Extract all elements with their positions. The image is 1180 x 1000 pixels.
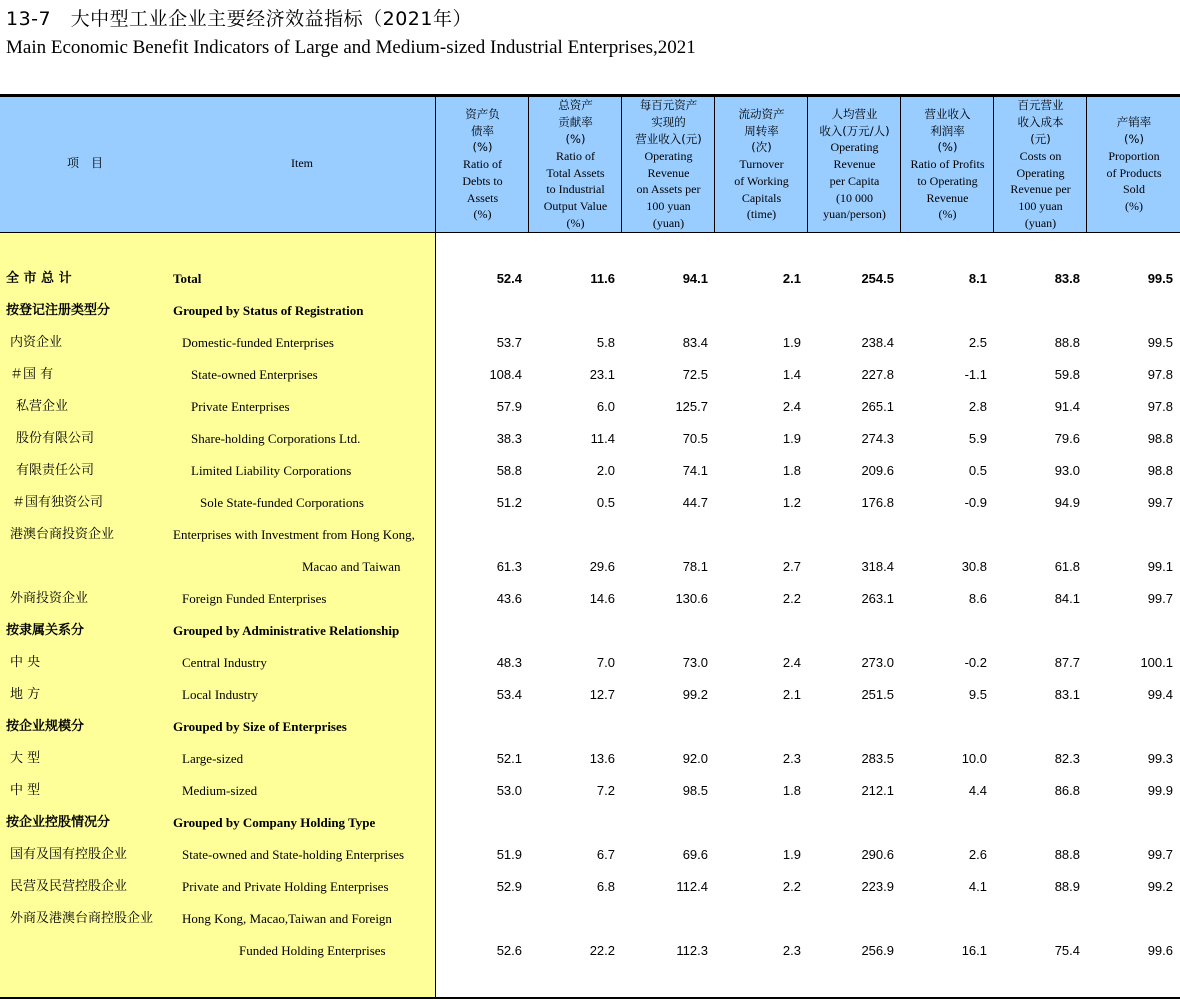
row-label-cn: 按登记注册类型分 — [6, 303, 111, 318]
table-cell-value: 2.6 — [968, 847, 987, 862]
table-cell-value: 6.8 — [596, 879, 615, 894]
header-cn-line: 收入(万元/人) — [819, 123, 890, 138]
table-cell-value: 99.6 — [1147, 943, 1173, 958]
header-cn-line: 债率 — [471, 123, 494, 138]
header-en-line: to Industrial — [546, 182, 605, 197]
table-cell-value: 5.8 — [596, 335, 615, 350]
row-label-cn: ＃国 有 — [10, 367, 54, 382]
table-cell-value: 130.6 — [675, 591, 708, 606]
row-label-en: Macao and Taiwan — [302, 559, 401, 574]
row-label-en: State-owned and State-holding Enterprises — [182, 847, 405, 862]
table-cell-value: 254.5 — [861, 271, 894, 286]
row-label-cn: 地 方 — [10, 687, 41, 702]
table-cell-value: 94.1 — [682, 271, 708, 286]
header-column-8 — [1086, 97, 1180, 232]
row-label-en: Large-sized — [182, 751, 244, 766]
table-cell-value: 52.1 — [496, 751, 522, 766]
header-cn-line: 周转率 — [744, 123, 779, 138]
table-cell-value: 2.1 — [782, 271, 801, 286]
table-cell-value: 61.8 — [1054, 559, 1080, 574]
table-cell-value: 58.8 — [496, 463, 522, 478]
table-cell-value: 97.8 — [1147, 367, 1173, 382]
header-en-line: per Capita — [829, 173, 880, 188]
table-cell-value: 83.8 — [1054, 271, 1080, 286]
table-cell-value: 0.5 — [596, 495, 615, 510]
table-cell-value: 7.2 — [596, 783, 615, 798]
table-cell-value: 88.9 — [1054, 879, 1080, 894]
row-label-cn: 按企业控股情况分 — [6, 815, 111, 830]
row-label-cn: 按隶属关系分 — [6, 623, 85, 638]
table-cell-value: 79.6 — [1054, 431, 1080, 446]
row-label-en: Foreign Funded Enterprises — [182, 591, 327, 606]
row-label-cn: 股份有限公司 — [16, 431, 95, 446]
table-row — [0, 615, 1180, 647]
header-en-line: yuan/person) — [823, 207, 886, 222]
header-cn-line: 资产负 — [465, 106, 500, 121]
row-label-en: Funded Holding Enterprises — [239, 943, 386, 958]
table-cell-value: 2.2 — [782, 879, 801, 894]
table-cell-value: -1.1 — [964, 367, 987, 382]
table-cell-value: 251.5 — [861, 687, 894, 702]
row-label-cn: 有限责任公司 — [16, 463, 95, 478]
table-cell-value: 88.8 — [1054, 335, 1080, 350]
header-en-line: Capitals — [741, 190, 782, 205]
table-cell-value: 29.6 — [589, 559, 615, 574]
table-row — [0, 295, 1180, 327]
table-cell-value: 1.2 — [782, 495, 801, 510]
header-en-line: Operating — [1016, 165, 1065, 180]
table-cell-value: 99.7 — [1147, 847, 1173, 862]
row-label-en: Total — [173, 271, 202, 286]
row-label-en: Grouped by Size of Enterprises — [173, 719, 347, 734]
table-cell-value: 2.0 — [596, 463, 615, 478]
header-item-en: Item — [291, 156, 313, 170]
header-cn-line: 每百元资产 — [639, 98, 698, 113]
table-cell-value: 16.1 — [961, 943, 987, 958]
table-cell-value: 69.6 — [682, 847, 708, 862]
table-row — [0, 679, 1180, 711]
table-cell-value: 82.3 — [1054, 751, 1080, 766]
table-row — [0, 711, 1180, 743]
table-cell-value: 6.7 — [596, 847, 615, 862]
header-en-line: (yuan) — [1024, 215, 1057, 230]
table-cell-value: 52.9 — [496, 879, 522, 894]
table-cell-value: 1.8 — [782, 463, 801, 478]
table-cell-value: 23.1 — [589, 367, 615, 382]
header-en-line: on Assets per — [636, 182, 701, 197]
table-cell-value: 2.8 — [968, 399, 987, 414]
table-cell-value: 238.4 — [861, 335, 894, 350]
row-label-cn: 中 型 — [10, 783, 41, 798]
header-column-4 — [714, 97, 808, 232]
table-cell-value: 2.4 — [782, 399, 801, 414]
table-cell-value: 14.6 — [589, 591, 615, 606]
table-cell-value: 5.9 — [968, 431, 987, 446]
table-cell-value: 100.1 — [1140, 655, 1173, 670]
row-label-en: Central Industry — [182, 655, 267, 670]
table-cell-value: 176.8 — [861, 495, 894, 510]
header-en-line: Operating — [830, 140, 879, 155]
table-row — [0, 743, 1180, 775]
row-label-cn: 内资企业 — [10, 335, 63, 350]
header-cn-line: 营业收入(元) — [635, 131, 702, 146]
row-label-en: Share-holding Corporations Ltd. — [191, 431, 361, 446]
table-cell-value: 99.2 — [1147, 879, 1173, 894]
table-cell-value: 265.1 — [861, 399, 894, 414]
table-cell-value: 86.8 — [1054, 783, 1080, 798]
table-cell-value: 88.8 — [1054, 847, 1080, 862]
row-label-cn: 中 央 — [10, 655, 41, 670]
table-header — [0, 97, 1180, 233]
row-label-cn: 大 型 — [10, 751, 41, 766]
row-label-cn: 全 市 总 计 — [6, 271, 72, 286]
table-cell-value: 223.9 — [861, 879, 894, 894]
table-cell-value: 1.9 — [782, 335, 801, 350]
table-cell-value: 44.7 — [682, 495, 708, 510]
table-cell-value: 11.4 — [590, 431, 615, 446]
row-label-en: Private and Private Holding Enterprises — [182, 879, 389, 894]
table-cell-value: 2.7 — [782, 559, 801, 574]
header-cn-line: (%) — [472, 140, 493, 155]
table-cell-value: 212.1 — [861, 783, 894, 798]
table-cell-value: 43.6 — [496, 591, 522, 606]
header-cn-line: 收入成本 — [1017, 115, 1064, 130]
table-cell-value: 38.3 — [496, 431, 522, 446]
table-cell-value: 1.9 — [782, 431, 801, 446]
table-cell-value: 53.4 — [496, 687, 522, 702]
table-cell-value: 59.8 — [1054, 367, 1080, 382]
header-cn-line: (%) — [565, 131, 586, 146]
table-cell-value: 73.0 — [682, 655, 708, 670]
table-cell-value: 99.7 — [1147, 591, 1173, 606]
table-row — [0, 263, 1180, 295]
table-cell-value: 112.4 — [676, 879, 708, 894]
header-cn-line: (元) — [1030, 131, 1051, 146]
header-en-line: (%) — [1125, 199, 1143, 214]
row-label-en: Sole State-funded Corporations — [200, 495, 364, 510]
table-cell-value: 51.2 — [496, 495, 522, 510]
header-en-line: Output Value — [543, 199, 608, 214]
table-cell-value: 92.0 — [682, 751, 708, 766]
table-cell-value: 10.0 — [961, 751, 987, 766]
table-title-english: Main Economic Benefit Indicators of Large and Medium-sized Industrial Enterprises,2021 — [6, 37, 696, 58]
header-column-1 — [435, 97, 529, 232]
table-cell-value: 2.5 — [968, 335, 987, 350]
table-cell-value: 99.2 — [682, 687, 708, 702]
row-label-en: Local Industry — [182, 687, 259, 702]
table-cell-value: 108.4 — [489, 367, 522, 382]
table-cell-value: 75.4 — [1054, 943, 1080, 958]
row-label-cn: 外商及港澳台商控股企业 — [10, 911, 154, 926]
header-en-line: Costs on — [1019, 148, 1062, 163]
header-cn-line: (次) — [751, 140, 772, 155]
header-cn-line: 贡献率 — [558, 115, 593, 130]
row-label-cn: ＃国有独资公司 — [12, 495, 104, 510]
table-row — [0, 647, 1180, 679]
table-cell-value: 57.9 — [496, 399, 522, 414]
table-row — [0, 519, 1180, 551]
table-cell-value: 0.5 — [968, 463, 987, 478]
table-cell-value: 263.1 — [861, 591, 894, 606]
header-cn-line: (%) — [937, 140, 958, 155]
header-en-line: Ratio of — [556, 148, 595, 163]
header-en-line: 100 yuan — [1018, 199, 1063, 214]
table-cell-value: 53.7 — [496, 335, 522, 350]
header-en-line: Revenue — [926, 190, 969, 205]
table-cell-value: 2.3 — [782, 751, 801, 766]
row-label-cn: 私营企业 — [16, 399, 69, 414]
header-en-line: Total Assets — [546, 165, 605, 180]
header-en-line: Proportion — [1108, 148, 1160, 163]
table-cell-value: 74.1 — [682, 463, 708, 478]
table-cell-value: 83.4 — [682, 335, 708, 350]
row-label-en: Grouped by Company Holding Type — [173, 815, 376, 830]
row-label-en: Hong Kong, Macao,Taiwan and Foreign — [182, 911, 392, 926]
header-en-line: (%) — [938, 207, 957, 222]
table-cell-value: 12.7 — [589, 687, 615, 702]
header-en-line: Revenue — [833, 157, 876, 172]
table-cell-value: 273.0 — [861, 655, 894, 670]
bottom-rule — [0, 997, 1180, 999]
table-cell-value: 51.9 — [496, 847, 522, 862]
row-label-en: Private Enterprises — [191, 399, 290, 414]
table-cell-value: 11.6 — [590, 271, 615, 286]
header-en-line: (%) — [566, 215, 585, 230]
table-cell-value: -0.9 — [964, 495, 987, 510]
row-label-cn: 按企业规模分 — [6, 719, 85, 734]
table-cell-value: 83.1 — [1054, 687, 1080, 702]
header-cn-line: 利润率 — [930, 123, 965, 138]
row-label-en: Domestic-funded Enterprises — [182, 335, 334, 350]
table-cell-value: 6.0 — [596, 399, 615, 414]
header-en-line: of Products — [1106, 165, 1162, 180]
table-cell-value: 52.6 — [496, 943, 522, 958]
header-en-line: (yuan) — [652, 215, 685, 230]
table-cell-value: 99.4 — [1147, 687, 1173, 702]
table-cell-value: 125.7 — [675, 399, 708, 414]
header-en-line: (time) — [746, 207, 777, 222]
row-label-cn: 民营及民营控股企业 — [10, 879, 128, 894]
table-cell-value: 2.4 — [782, 655, 801, 670]
table-cell-value: 274.3 — [861, 431, 894, 446]
table-cell-value: 61.3 — [496, 559, 522, 574]
header-en-line: Turnover — [739, 157, 784, 172]
table-cell-value: 87.7 — [1054, 655, 1080, 670]
table-cell-value: 53.0 — [496, 783, 522, 798]
table-cell-value: 209.6 — [861, 463, 894, 478]
table-cell-value: 4.1 — [968, 879, 987, 894]
header-en-line: Revenue per — [1010, 182, 1071, 197]
table-cell-value: -0.2 — [964, 655, 987, 670]
table-cell-value: 2.1 — [782, 687, 801, 702]
table-row — [0, 455, 1180, 487]
row-label-en: Grouped by Status of Registration — [173, 303, 364, 318]
table-cell-value: 22.2 — [589, 943, 615, 958]
table-row — [0, 327, 1180, 359]
header-cn-line: (%) — [1124, 131, 1144, 146]
row-label-en: Medium-sized — [182, 783, 258, 798]
table-cell-value: 227.8 — [861, 367, 894, 382]
row-label-en: Grouped by Administrative Relationship — [173, 623, 400, 638]
header-en-line: Debts to — [462, 173, 503, 188]
table-title-chinese: 13-7 大中型工业企业主要经济效益指标（2021年） — [6, 8, 472, 30]
header-cn-line: 流动资产 — [738, 106, 785, 121]
table-cell-value: 78.1 — [682, 559, 708, 574]
table-cell-value: 84.1 — [1054, 591, 1080, 606]
row-label-en: State-owned Enterprises — [191, 367, 318, 382]
table-cell-value: 13.6 — [589, 751, 615, 766]
header-en-line: Assets — [466, 190, 499, 205]
header-en-line: Ratio of — [463, 157, 502, 172]
table-cell-value: 94.9 — [1054, 495, 1080, 510]
table-row — [0, 903, 1180, 935]
header-cn-line: 百元营业 — [1017, 98, 1064, 113]
table-cell-value: 93.0 — [1054, 463, 1080, 478]
row-label-cn: 港澳台商投资企业 — [10, 527, 115, 542]
table-cell-value: 98.8 — [1147, 463, 1173, 478]
table-cell-value: 256.9 — [861, 943, 894, 958]
table-cell-value: 99.7 — [1147, 495, 1173, 510]
header-item-cn: 项 目 — [66, 156, 103, 170]
header-en-line: to Operating — [917, 173, 978, 188]
table-cell-value: 99.3 — [1147, 751, 1173, 766]
header-en-line: (%) — [473, 207, 492, 222]
header-en-line: Revenue — [647, 165, 690, 180]
table-row — [0, 423, 1180, 455]
table-cell-value: 2.3 — [782, 943, 801, 958]
row-label-cn: 外商投资企业 — [10, 591, 89, 606]
table-cell-value: 99.5 — [1147, 271, 1173, 286]
header-cn-line: 实现的 — [651, 115, 686, 130]
table-cell-value: 70.5 — [682, 431, 708, 446]
table-row — [0, 391, 1180, 423]
table-row — [0, 807, 1180, 839]
table-cell-value: 52.4 — [496, 271, 522, 286]
table-row — [0, 935, 1180, 967]
row-label-cn: 国有及国有控股企业 — [10, 847, 128, 862]
table-cell-value: 97.8 — [1147, 399, 1173, 414]
table-cell-value: 9.5 — [968, 687, 987, 702]
table-cell-value: 98.8 — [1147, 431, 1173, 446]
header-en-line: (10 000 — [836, 190, 873, 205]
table-cell-value: 4.4 — [968, 783, 987, 798]
header-en-line: of Working — [734, 173, 789, 188]
header-column-7 — [993, 97, 1087, 232]
table-cell-value: 99.9 — [1147, 783, 1173, 798]
table-cell-value: 72.5 — [682, 367, 708, 382]
table-row — [0, 775, 1180, 807]
row-label-en: Limited Liability Corporations — [191, 463, 352, 478]
table-cell-value: 99.5 — [1147, 335, 1173, 350]
table-row — [0, 551, 1180, 583]
table-row — [0, 583, 1180, 615]
table-cell-value: 7.0 — [596, 655, 615, 670]
table-row — [0, 871, 1180, 903]
table-cell-value: 1.8 — [782, 783, 801, 798]
table-cell-value: 98.5 — [682, 783, 708, 798]
table-cell-value: 99.1 — [1147, 559, 1173, 574]
table-cell-value: 30.8 — [961, 559, 987, 574]
row-label-en: Enterprises with Investment from Hong Kong, — [173, 527, 415, 542]
table-cell-value: 8.1 — [968, 271, 987, 286]
header-en-line: Ratio of Profits — [910, 157, 985, 172]
header-cn-line: 人均营业 — [831, 106, 878, 121]
header-cn-line: 营业收入 — [924, 106, 971, 121]
table-cell-value: 290.6 — [861, 847, 894, 862]
header-en-line: Sold — [1122, 182, 1145, 197]
table-cell-value: 112.3 — [676, 943, 708, 958]
table-row — [0, 359, 1180, 391]
table-cell-value: 8.6 — [968, 591, 987, 606]
table-cell-value: 2.2 — [782, 591, 801, 606]
header-column-3 — [621, 97, 715, 232]
header-cn-line: 产销率 — [1116, 115, 1152, 130]
table-cell-value: 48.3 — [496, 655, 522, 670]
table-cell-value: 1.4 — [782, 367, 801, 382]
table-cell-value: 1.9 — [782, 847, 801, 862]
header-column-6 — [900, 97, 994, 232]
header-column-2 — [528, 97, 622, 232]
table-row — [0, 839, 1180, 871]
table-cell-value: 283.5 — [861, 751, 894, 766]
table-cell-value: 91.4 — [1054, 399, 1080, 414]
header-column-5 — [807, 97, 901, 232]
table-cell-value: 318.4 — [861, 559, 894, 574]
header-en-line: 100 yuan — [646, 199, 691, 214]
table-row — [0, 487, 1180, 519]
header-en-line: Operating — [644, 148, 693, 163]
header-cn-line: 总资产 — [558, 98, 593, 113]
